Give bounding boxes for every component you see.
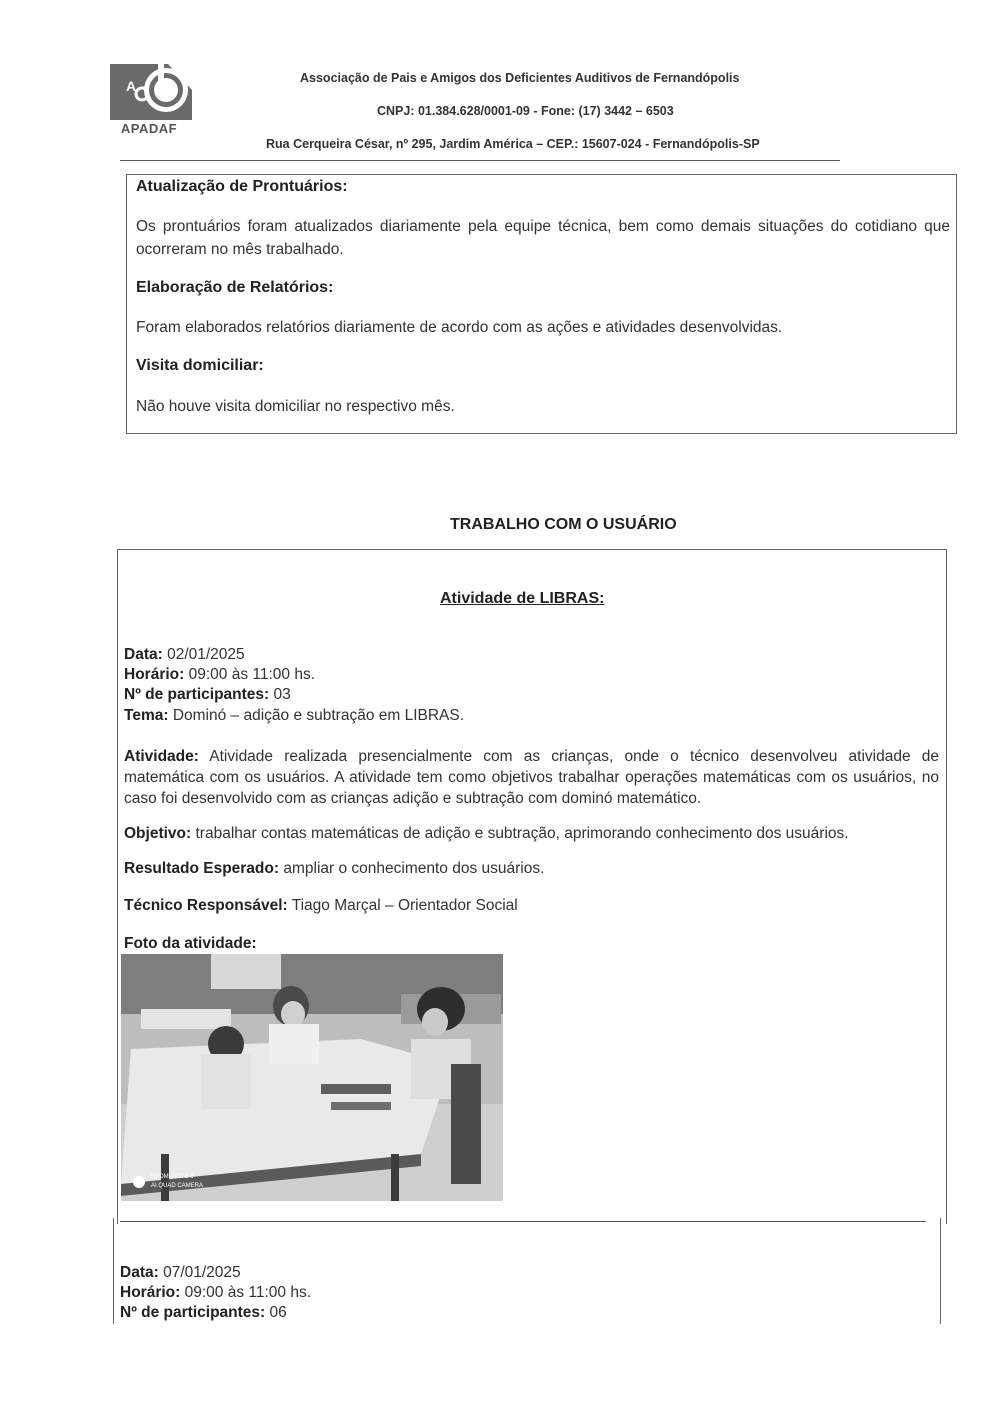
photo-watermark-1: REDMI NOTE 9: [151, 1174, 194, 1180]
activity-description: Atividade: Atividade realizada presencialmente com as crianças, onde o técnico desenvolveu atividade de matemática com os usuários. A atividade tem como objetivos trabalhar operações matemáticas com os usuários, no caso foi desenvolvido com as crianças adição e subtração com dominó matemático.: [124, 748, 939, 807]
activity-photo: [121, 954, 503, 1201]
activity-box-border-right: [946, 549, 947, 1224]
logo-letter: A: [126, 78, 137, 94]
activity-theme: Tema: Dominó – adição e subtração em LIBRAS.: [124, 707, 465, 724]
activity-box-border-left: [117, 549, 118, 1224]
activity2-date: Data: 07/01/2025: [120, 1264, 241, 1281]
address: Rua Cerqueira César, nº 295, Jardim América – CEP.: 15607-024 - Fernandópolis-SP: [266, 137, 760, 151]
activity-participants: Nº de participantes: 03: [124, 686, 291, 703]
photo-label: Foto da atividade:: [124, 935, 257, 952]
cnpj-phone: CNPJ: 01.384.628/0001-09 - Fone: (17) 3442 – 6503: [377, 104, 674, 118]
activity-expected-result: Resultado Esperado: ampliar o conhecimento dos usuários.: [124, 860, 545, 877]
reports-heading: Elaboração de Relatórios:: [136, 279, 334, 296]
activity-title: Atividade de LIBRAS:: [440, 590, 605, 607]
reports-text: Foram elaborados relatórios diariamente de acordo com as ações e atividades desenvolvidas.: [136, 319, 783, 336]
header-divider: [120, 160, 840, 161]
org-name: Associação de Pais e Amigos dos Deficientes Auditivos de Fernandópolis: [300, 71, 740, 85]
activity-time: Horário: 09:00 às 11:00 hs.: [124, 666, 316, 683]
activity-box-border-right-lower: [940, 1218, 941, 1324]
home-visit-heading: Visita domiciliar:: [136, 357, 264, 374]
section-title: TRABALHO COM O USUÁRIO: [450, 516, 677, 533]
logo-text: APADAF: [120, 121, 178, 136]
records-update-text: Os prontuários foram atualizados diariamente pela equipe técnica, bem como demais situações do cotidiano que ocorreram no mês trabalhado.: [136, 218, 950, 258]
home-visit-text: Não houve visita domiciliar no respectivo mês.: [136, 398, 455, 415]
activity-technician: Técnico Responsável: Tiago Marçal – Orientador Social: [124, 897, 518, 914]
records-update-heading: Atualização de Prontuários:: [136, 178, 348, 195]
activity-box-border: [117, 549, 947, 550]
activity-objective: Objetivo: trabalhar contas matemáticas de adição e subtração, aprimorando conhecimento dos usuários.: [124, 825, 849, 842]
activity2-participants: Nº de participantes: 06: [120, 1304, 287, 1321]
activity-divider: [120, 1221, 926, 1222]
activity-date: Data: 02/01/2025: [124, 646, 245, 663]
activity2-time: Horário: 09:00 às 11:00 hs.: [120, 1284, 312, 1301]
activity-box-border-left-lower: [113, 1218, 114, 1324]
photo-watermark-2: AI QUAD CAMERA: [151, 1183, 204, 1189]
